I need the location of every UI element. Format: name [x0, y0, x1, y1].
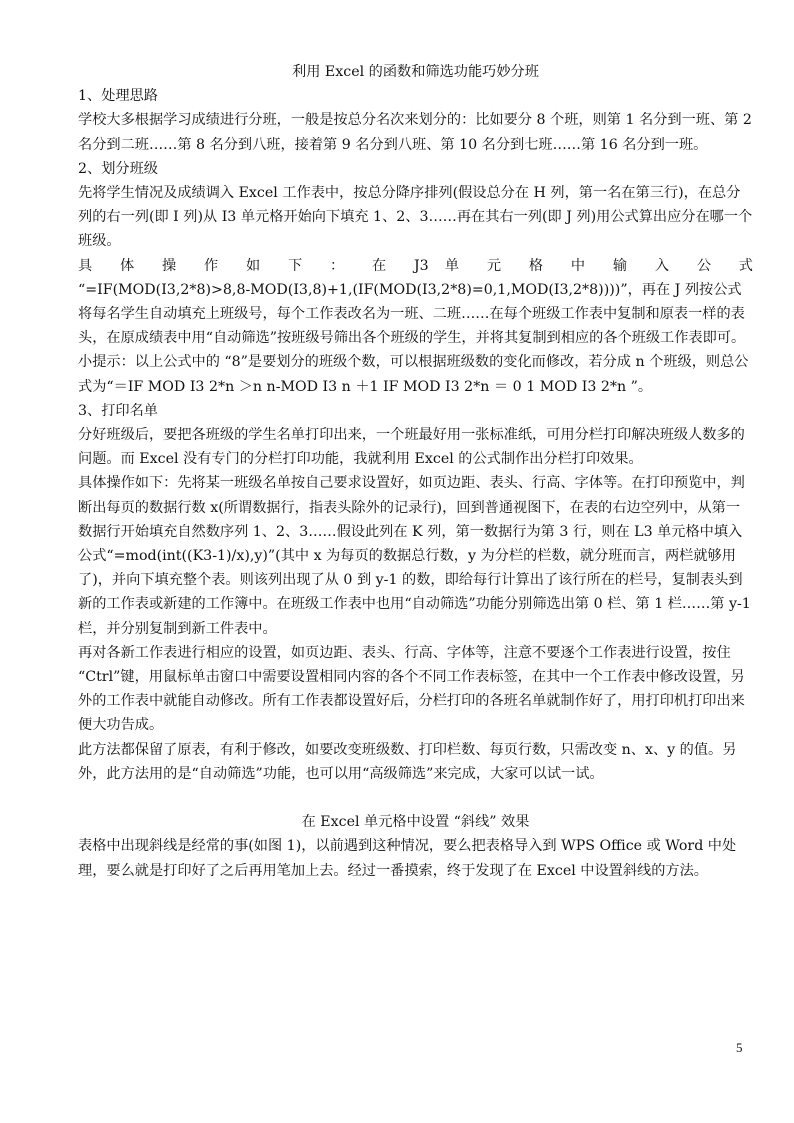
section1-title: 利用 Excel 的函数和筛选功能巧妙分班 [292, 64, 539, 80]
paragraph-5: 分好班级后，要把各班级的学生名单打印出来，一个班最好用一张标准纸，可用分栏打印解决班级人数多的问题。而 Excel 没有专门的分栏打印功能，我就利用 Excel 的公式制作出分栏打印效果。 [78, 427, 745, 468]
page-number: 5 [736, 1040, 743, 1055]
paragraph-7: 再对各新工作表进行相应的设置，如页边距、表头、行高、字体等，注意不要逐个工作表进行设置，按住 “Ctrl”键，用鼠标单击窗口中需要设置相同内容的各个不同工作表标签，在其中一个工作表中修改设置，另外的工作表中就能自动修改。所有工作表都设置好后，分栏打印的各班名单就制作好了，用打印机打印出来便大功告成。 [78, 644, 745, 734]
paragraph-3-rest: “=IF(MOD(I3,2*8)>8,8-MOD(I3,8)+1,(IF(MOD(I3,2*8)=0,1,MOD(I3,2*8))))”，再在 J 列按公式将每名学生自动填充上班级号，每个工作表改名为一班、二班……在每个班级工作表中复制和原表一样的表头，在原成绩表中用“自动筛选”按班级号筛出各个班级的学生，并将其复制到相应的各个班级工作表即可。 [78, 281, 746, 347]
paragraph-6: 具体操作如下：先将某一班级名单按自己要求设置好，如页边距、表头、行高、字体等。在打印预览中，判断出每页的数据行数 x(所谓数据行，指表头除外的记录行)，回到普通视图下，在表的右边空列中，从第一数据行开始填充自然数序列 1、2、3……假设此列在 K 列，第一数据行为第 3 行，则在 L3 单元格中填入公式“=mod(int((K3-1)/x),y)”(其中 x 为每页的数据总行数，y 为分栏的栏数，就分班而言，两栏就够用了)，并向下填充整个表。则该列出现了从 0 到 y-1 的数，即给每行计算出了该行所在的栏号，复制表头到新的工作表或新建的工作簿中。在班级工作表中也用“自动筛选”功能分别筛选出第 0 栏、第 1 栏……第 y-1 栏，并分别复制到新工件表中。 [78, 475, 751, 637]
section-gap [78, 786, 753, 810]
paragraph-2: 先将学生情况及成绩调入 Excel 工作表中，按总分降序排列(假设总分在 H 列，第一名在第三行)，在总分列的右一列(即 I 列)从 I3 单元格开始向下填充 1、2、3……再在其右一列(即 J 列)用公式算出应分在哪一个班级。 [78, 185, 753, 250]
paragraph-1: 学校大多根据学习成绩进行分班，一般是按总分名次来划分的：比如要分 8 个班，则第 1 名分到一班、第 2 名分到二班……第 8 名分到八班，接着第 9 名分到八班、第 10 名分到七班……第 16 名分到一班。 [78, 112, 752, 153]
paragraph-4-tip: 小提示：以上公式中的 “8”是要划分的班级个数，可以根据班级数的变化而修改，若分成 n 个班级，则总公式为“＝IF MOD I3 2*n ＞n n-MOD I3 n ＋1 IF MOD I3 2*n ＝ 0 1 MOD I3 2*n ”。 [78, 354, 749, 395]
heading-2: 2、划分班级 [78, 160, 158, 177]
section2-paragraph-1: 表格中出现斜线是经常的事(如图 1)，以前遇到这种情况，要么把表格导入到 WPS Office 或 Word 中处理，要么就是打印好了之后再用笔加上去。经过一番摸索，终于发现了在 Excel 中设置斜线的方法。 [78, 838, 737, 879]
paragraph-3-line1: 具 体 操 作 如 下 ： 在 J3 单 元 格 中 输 入 公 式 [78, 257, 753, 274]
paragraph-8: 此方法都保留了原表，有利于修改，如要改变班级数、打印栏数、每页行数，只需改变 n、x、y 的值。另外，此方法用的是“自动筛选”功能，也可以用“高级筛选”来完成，大家可以试一试。 [78, 741, 737, 782]
heading-3: 3、打印名单 [78, 402, 158, 419]
heading-1: 1、处理思路 [78, 88, 158, 105]
section2-title: 在 Excel 单元格中设置 “斜线” 效果 [301, 814, 530, 831]
document-page [78, 60, 753, 883]
